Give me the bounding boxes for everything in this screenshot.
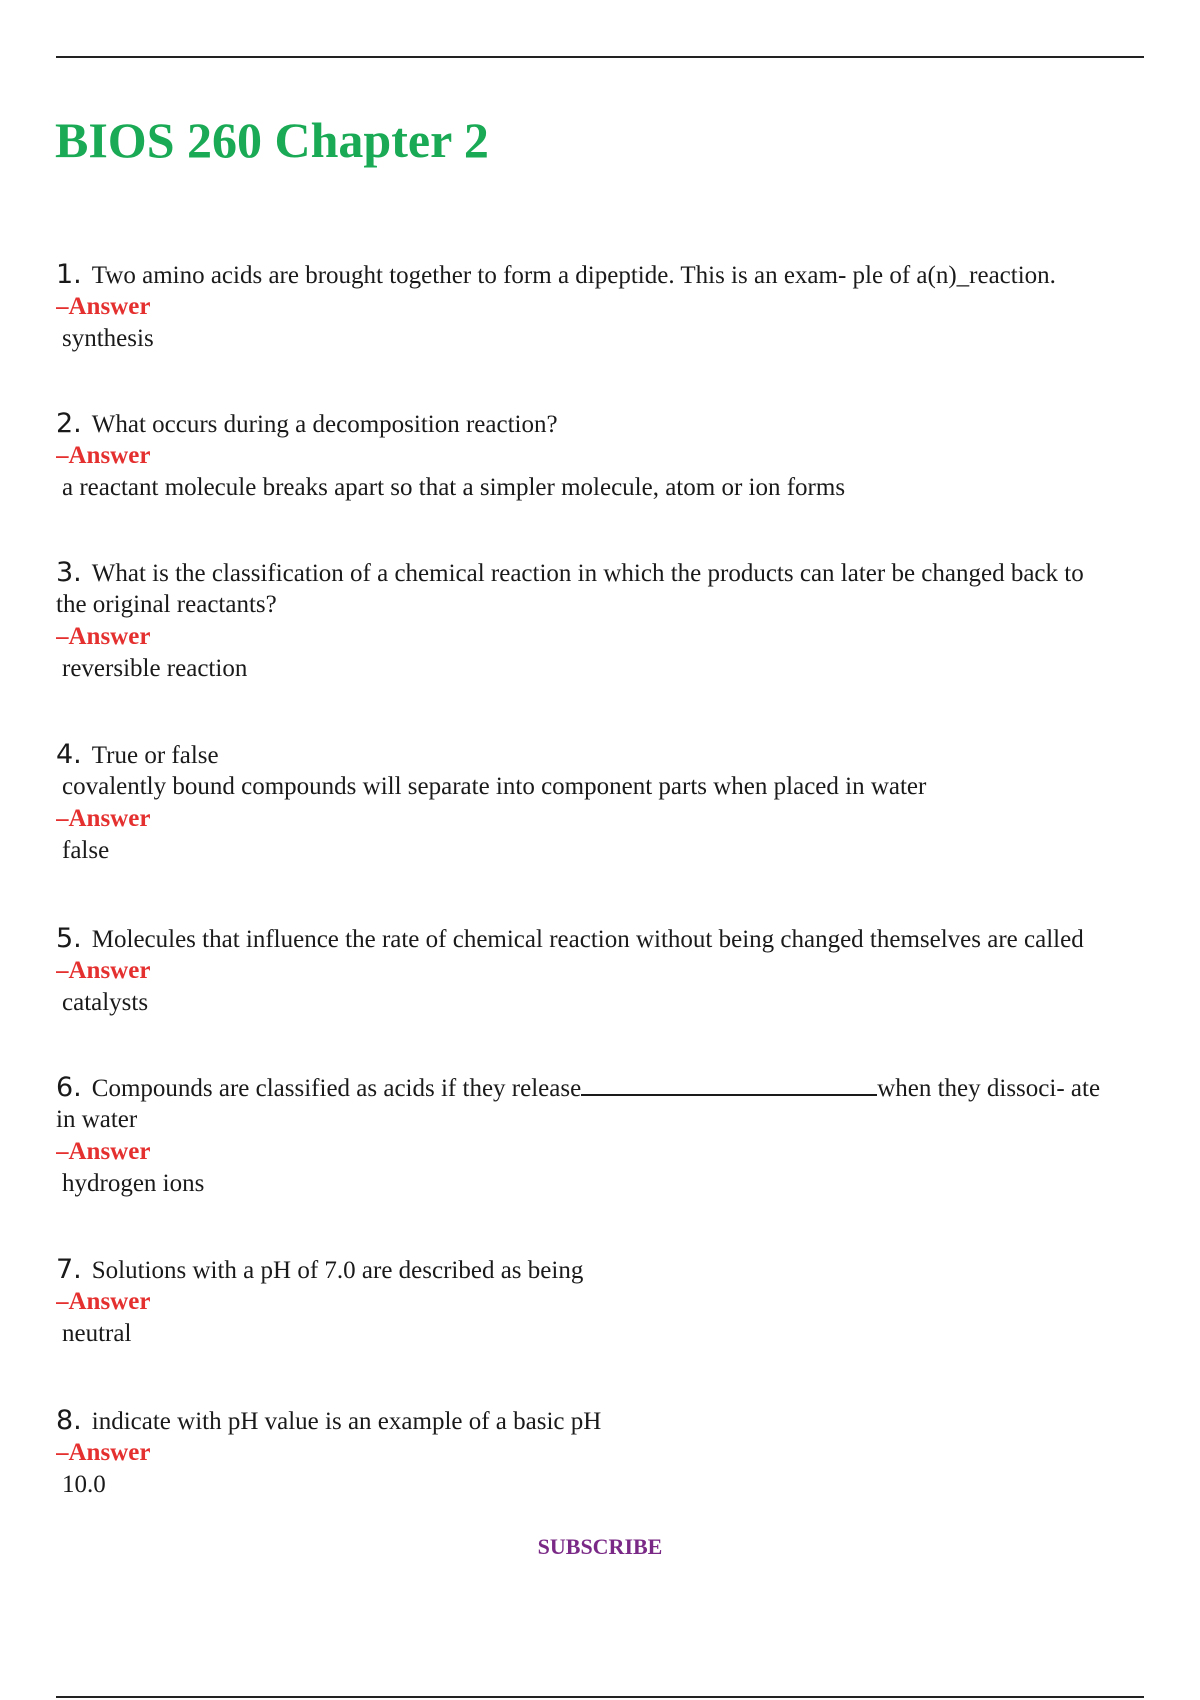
question-line: covalently bound compounds will separate into component parts when placed in water [62, 773, 927, 800]
answer-label [56, 621, 1200, 653]
question-line: indicate with pH value is an example of a basic pH [91, 1408, 602, 1435]
answer-label [56, 955, 1200, 987]
question-1-text [56, 259, 1200, 291]
question-3-text [56, 557, 1200, 589]
answer-label [56, 1286, 1200, 1318]
answer-label [56, 1437, 1200, 1469]
answer-text: synthesis [62, 325, 154, 352]
answer-label-text: –Answer [56, 1138, 151, 1165]
fill-in-blank [581, 1074, 877, 1096]
question-line: True or false [91, 742, 219, 769]
question-number: 1. [56, 259, 82, 290]
answer-text: neutral [62, 1320, 132, 1347]
question-number: 5. [56, 923, 82, 954]
question-line: Two amino acids are brought together to form a dipeptide. This is an exam- ple of a(n)_reaction. [91, 262, 1056, 289]
answer-label [56, 803, 1200, 835]
question-line: in water [56, 1106, 138, 1133]
answer-text: hydrogen ions [62, 1170, 205, 1197]
question-1 [56, 259, 1200, 355]
question-number: 3. [56, 557, 82, 588]
question-7-text [56, 1254, 1200, 1286]
answer-text: reversible reaction [62, 655, 248, 682]
question-line: the original reactants? [56, 591, 277, 618]
answer-label [56, 291, 1200, 323]
bottom-rule [56, 1696, 1144, 1698]
question-3 [56, 557, 1200, 685]
answer-text: a reactant molecule breaks apart so that a simpler molecule, atom or ion forms [62, 474, 846, 501]
question-number: 6. [56, 1072, 82, 1103]
question-number: 4. [56, 739, 82, 770]
answer-text: 10.0 [62, 1471, 106, 1498]
question-text-before-blank: Compounds are classified as acids if they release [91, 1075, 582, 1102]
question-line: What occurs during a decomposition reaction? [91, 411, 558, 438]
question-number: 8. [56, 1405, 82, 1436]
question-line: Molecules that influence the rate of chemical reaction without being changed themselves are called [91, 926, 1084, 953]
question-2 [56, 408, 1200, 504]
answer-text: catalysts [62, 989, 149, 1016]
question-8 [56, 1405, 1200, 1501]
question-text-after-blank: when they dissoci- ate [877, 1075, 1101, 1102]
question-8-text [56, 1405, 1200, 1437]
question-2-text [56, 408, 1200, 440]
question-number: 7. [56, 1254, 82, 1285]
answer-text: false [62, 837, 110, 864]
question-5-text [56, 923, 1200, 955]
top-rule [56, 56, 1144, 58]
answer-label-text: –Answer [56, 442, 151, 469]
answer-label-text: –Answer [56, 293, 151, 320]
question-line: What is the classification of a chemical reaction in which the products can later be changed back to [91, 560, 1084, 587]
question-6 [56, 1072, 1200, 1200]
question-7 [56, 1254, 1200, 1350]
answer-label-text: –Answer [56, 623, 151, 650]
question-5 [56, 923, 1200, 1019]
question-number: 2. [56, 408, 82, 439]
answer-label-text: –Answer [56, 1439, 151, 1466]
answer-label-text: –Answer [56, 1288, 151, 1315]
answer-label [56, 1136, 1200, 1168]
answer-label-text: –Answer [56, 805, 151, 832]
question-6-text [56, 1072, 1200, 1104]
subscribe-link[interactable]: SUBSCRIBE [537, 1534, 663, 1559]
question-4-text [56, 739, 1200, 771]
question-4 [56, 739, 1200, 867]
document-title: BIOS 260 Chapter 2 [55, 112, 489, 168]
answer-label [56, 440, 1200, 472]
question-line: Solutions with a pH of 7.0 are described as being [91, 1257, 584, 1284]
answer-label-text: –Answer [56, 957, 151, 984]
